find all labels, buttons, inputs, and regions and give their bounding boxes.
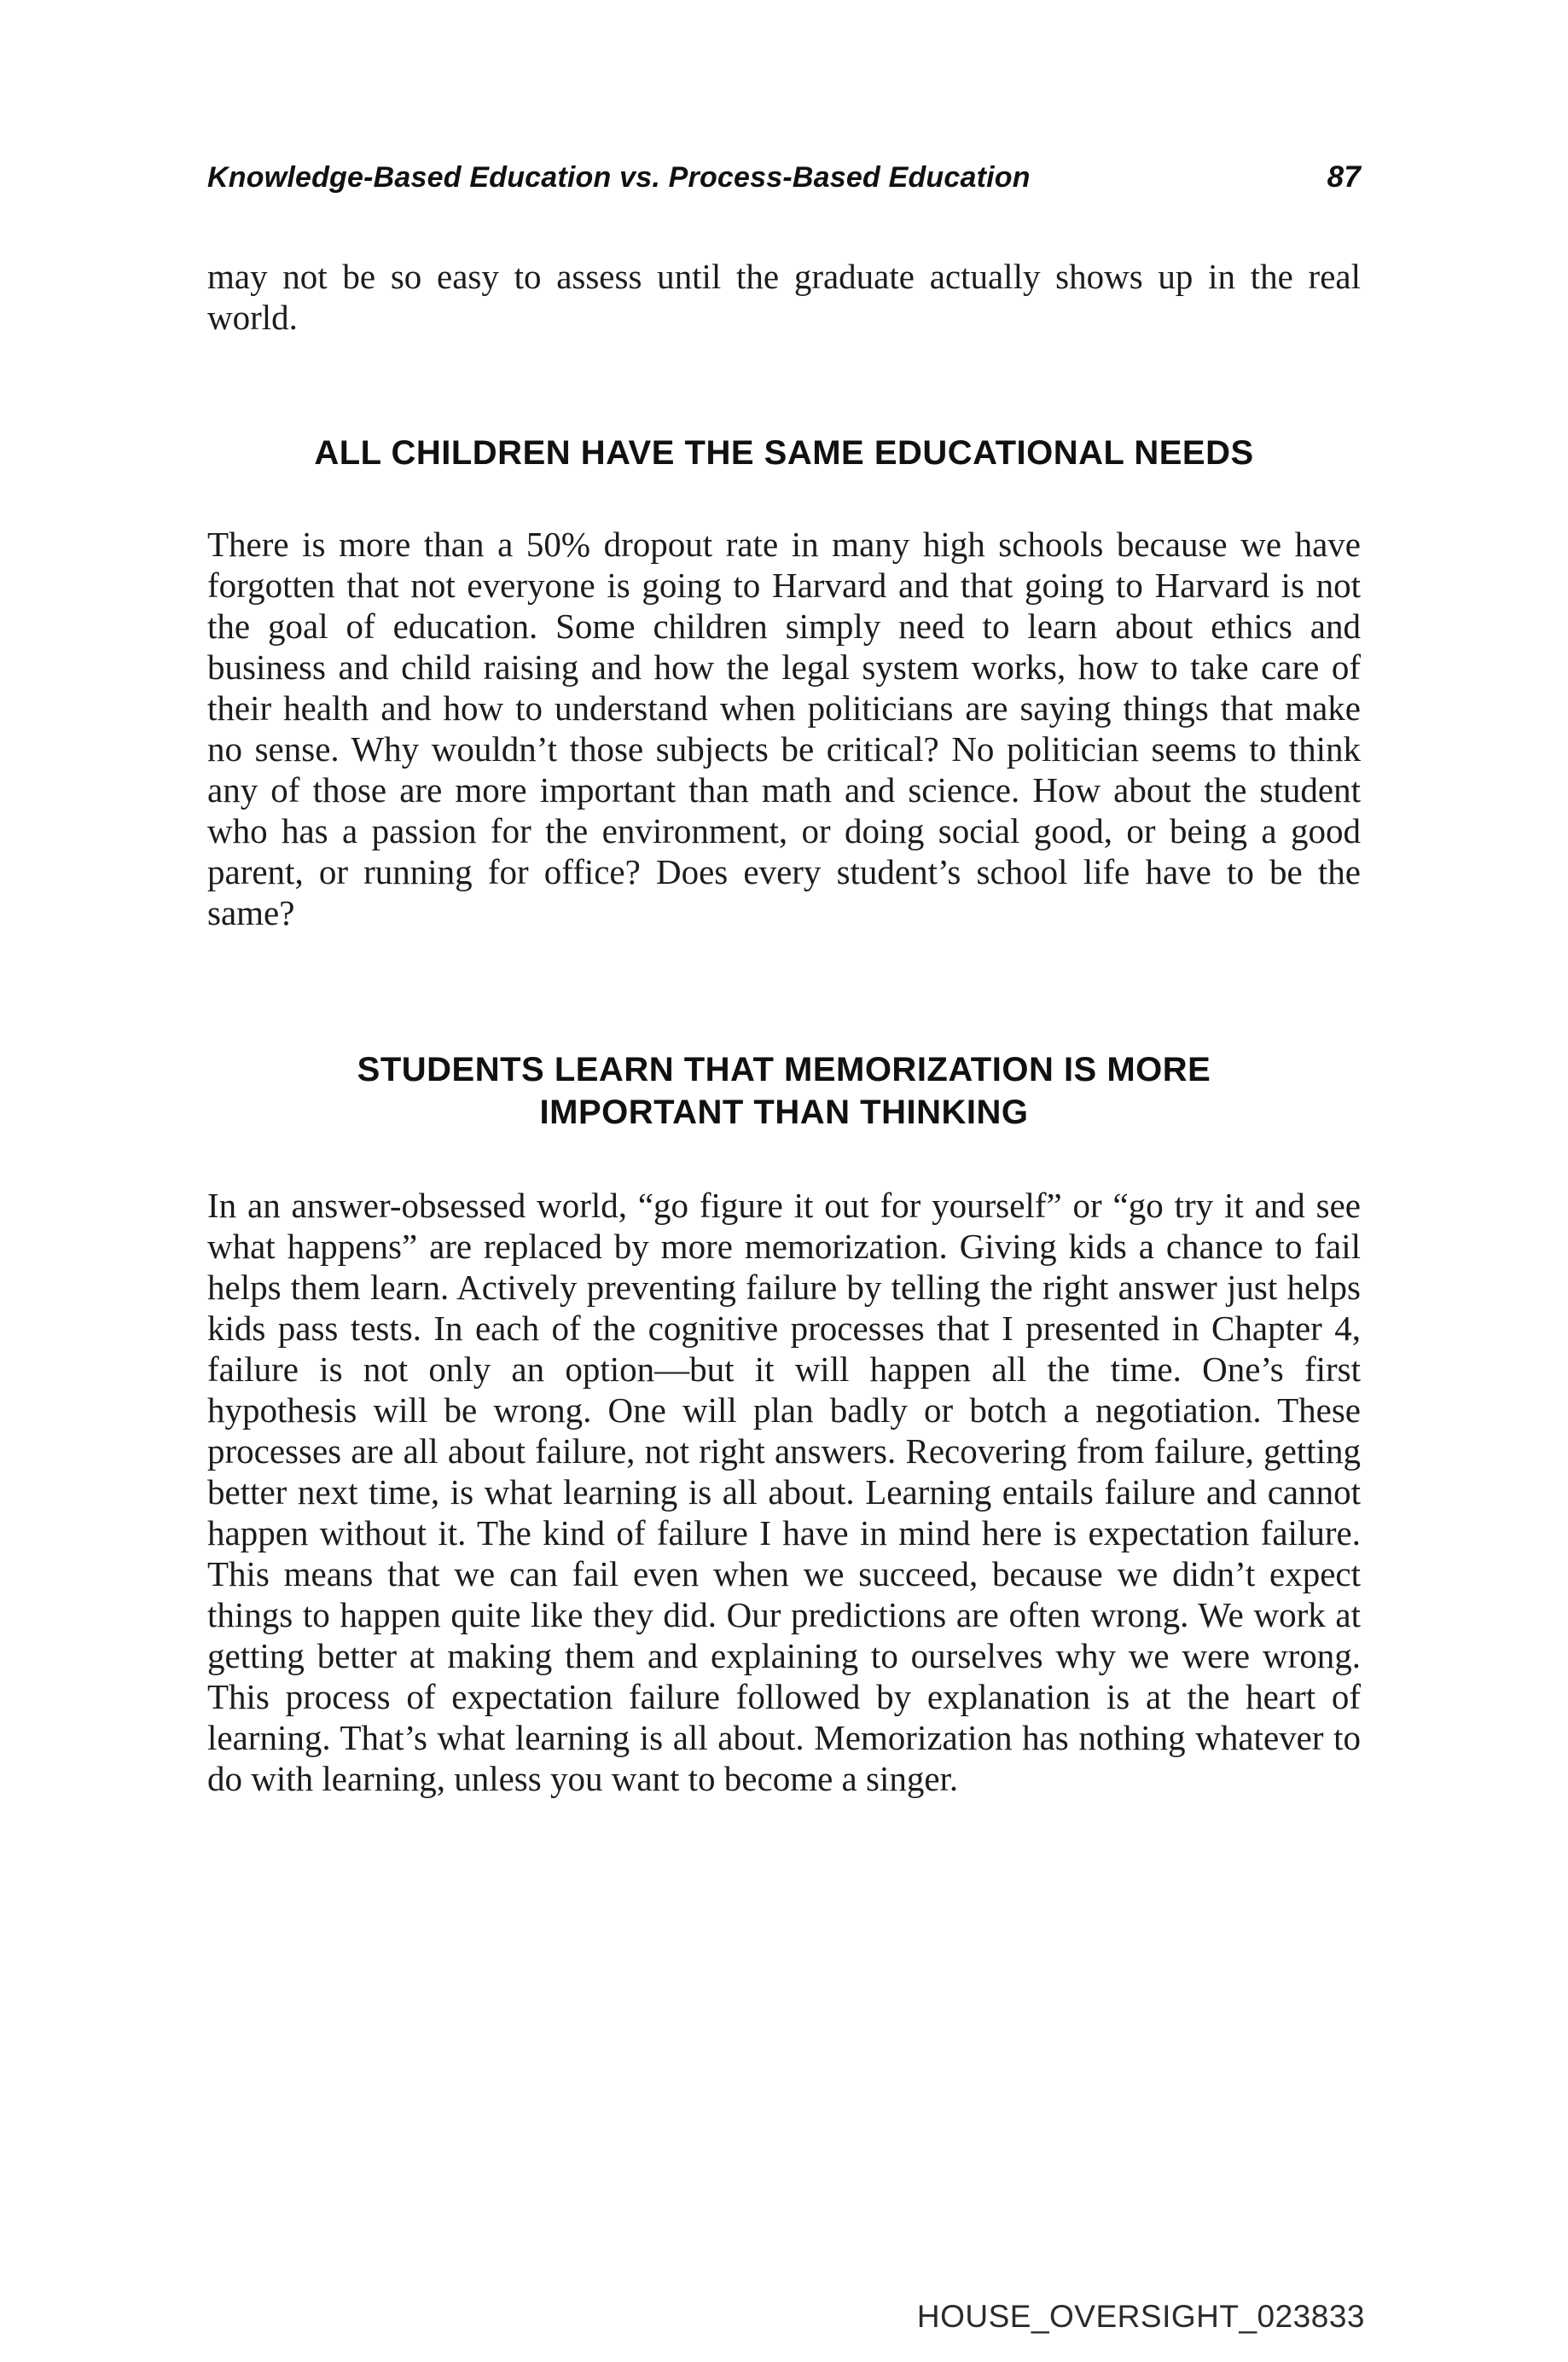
section-paragraph-all-children: There is more than a 50% dropout rate in many high schools because we have forgotten that not everyone is going to Harvard and that going to Harvard is not the goal of education. Some children simply need to learn about ethics and business and child raising and how the legal system works, how to take care of their health and how to understand when politicians are saying things that make no sense. Why wouldn’t those subjects be critical? No politician seems to think any of those are more important than math and science. How about the student who has a passion for the environment, or doing social good, or being a good parent, or running for office? Does every student’s school life have to be the same? [207,525,1361,932]
section-heading-memorization: STUDENTS LEARN THAT MEMORIZATION IS MORE IMPORTANT THAN THINKING [357,1051,1211,1131]
intro-paragraph: may not be so easy to assess until the graduate actually shows up in the real world. [207,257,1361,337]
running-header [207,160,1361,194]
running-header-title: Knowledge-Based Education vs. Process-Based Education [207,161,1031,194]
section-heading-all-children: ALL CHILDREN HAVE THE SAME EDUCATIONAL NEEDS [314,434,1254,472]
page-content [207,160,1361,1799]
section-paragraph-memorization: In an answer-obsessed world, “go figure it out for yourself” or “go try it and see what happens” are replaced by more memorization. Giving kids a chance to fail helps them learn. Actively preventing failure by telling the right answer just helps kids pass tests. In each of the cognitive processes that I presented in Chapter 4, failure is not only an option—but it will happen all the time. One’s first hypothesis will be wrong. One will plan badly or botch a negotiation. These processes are all about failure, not right answers. Recovering from failure, getting better next time, is what learning is all about. Learning entails failure and cannot happen without it. The kind of failure I have in mind here is expectation failure. This means that we can fail even when we succeed, because we didn’t expect things to happen quite like they did. Our predictions are often wrong. We work at getting better at making them and explaining to ourselves why we were wrong. This process of expectation failure followed by explanation is at the heart of learning. That’s what learning is all about. Memorization has nothing whatever to do with learning, unless you want to become a singer. [207,1186,1361,1798]
watermark-stamp: HOUSE_OVERSIGHT_023833 [916,2299,1365,2334]
page-number: 87 [1327,160,1361,194]
